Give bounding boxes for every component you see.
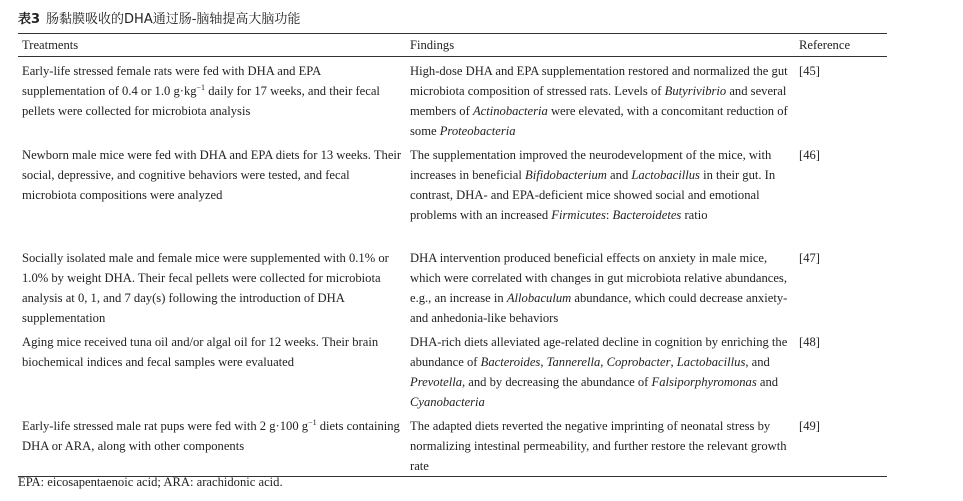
findings-table: [18, 33, 887, 477]
reference-cell: [47]: [799, 251, 820, 265]
table-title: 肠黏膜吸收的DHA通过肠-脑轴提高大脑功能: [46, 12, 301, 27]
text-segment: , and: [745, 355, 770, 369]
taxon-name: Firmicutes: [551, 208, 606, 222]
text-segment: The supplementation improved the neurodevelopment of the mice, with increases in beneficial: [410, 148, 772, 182]
text-segment: ,: [670, 355, 677, 369]
reference-cell: [45]: [799, 64, 820, 78]
text-segment: DHA intervention produced beneficial effects on anxiety in male mice, which were correlated with changes in gut microbiota relative abundances, e.g., an increase in: [410, 251, 787, 305]
table-row: [18, 244, 887, 328]
table-row: [18, 141, 887, 244]
treatment-cell: [18, 141, 406, 244]
taxon-name: Falsiporphyromonas: [651, 375, 757, 389]
taxon-name: Bifidobacterium: [525, 168, 607, 182]
text-segment: daily for 17 weeks, and their fecal pellets were collected for microbiota analysis: [22, 84, 380, 118]
table-number: 表3: [18, 12, 41, 27]
text-segment: The adapted diets reverted the negative imprinting of neonatal stress by normalizing intestinal permeability, and further restore the relevant growth rate: [410, 419, 787, 473]
taxon-name: Tannerella: [546, 355, 601, 369]
finding-cell: [406, 412, 795, 477]
table-row: [18, 328, 887, 412]
finding-cell: [406, 328, 795, 412]
header-row: [18, 34, 887, 57]
taxon-name: Bacteroides: [480, 355, 541, 369]
taxon-name: Bacteroidetes: [612, 208, 682, 222]
text-segment: ,: [540, 355, 547, 369]
text-segment: DHA-rich diets alleviated age-related decline in cognition by enriching the abundance of: [410, 335, 788, 369]
taxon-name: Cyanobacteria: [410, 395, 485, 409]
table-footnote: EPA: eicosapentaenoic acid; ARA: arachidonic acid.: [18, 475, 283, 489]
table-row: [18, 412, 887, 477]
treatment-cell: [18, 412, 406, 477]
taxon-name: Coprobacter: [606, 355, 671, 369]
unit-exponent: −1: [196, 82, 206, 92]
text-segment: abundance, which could decrease anxiety- and anhedonia-like behaviors: [410, 291, 788, 325]
reference-cell: [49]: [795, 412, 887, 477]
text-segment: in their gut. In contrast, DHA- and EPA-deficient mice showed social and emotional problems with an increased: [410, 168, 776, 222]
finding-cell: [406, 141, 795, 244]
text-segment: , and by decreasing the abundance of: [462, 375, 652, 389]
taxon-name: Butyrivibrio: [664, 84, 727, 98]
text-segment: ratio: [681, 208, 708, 222]
table-caption: [18, 10, 300, 29]
text-segment: High-dose DHA and EPA supplementation restored and normalized the gut microbiota composition of stressed rats. Levels of: [410, 64, 788, 98]
treatment-cell: [18, 244, 406, 328]
text-segment: Early-life stressed male rat pups were fed with 2 g·100 g: [22, 419, 309, 433]
finding-cell: [406, 244, 795, 328]
text-segment: Newborn male mice were fed with DHA and EPA diets for 13 weeks. Their social, depressive, and cognitive behaviors were tested, and fecal microbiota compositions were analyzed: [22, 148, 402, 202]
finding-cell: [406, 57, 795, 142]
text-segment: :: [605, 208, 613, 222]
reference-cell: [48]: [799, 335, 820, 349]
text-segment: and: [756, 375, 779, 389]
text-segment: diets containing DHA or ARA, along with other components: [22, 419, 400, 453]
header-findings: Findings: [406, 34, 795, 57]
text-segment: were elevated, with a concomitant reduction of some: [410, 104, 788, 138]
treatment-cell: [18, 57, 406, 142]
taxon-name: Actinobacteria: [472, 104, 548, 118]
taxon-name: Prevotella: [410, 375, 462, 389]
table-row: [18, 57, 887, 142]
taxon-name: Lactobacillus: [676, 355, 746, 369]
text-segment: Aging mice received tuna oil and/or algal oil for 12 weeks. Their brain biochemical indices and fecal samples were evaluated: [22, 335, 379, 369]
reference-cell: [46]: [799, 148, 820, 162]
text-segment: Socially isolated male and female mice were supplemented with 0.1% or 1.0% by weight DHA. Their fecal pellets were collected for microbiota analysis at 0, 1, and 7 day(s) following the introduction of DHA supplementation: [22, 251, 389, 325]
taxon-name: Allobaculum: [506, 291, 572, 305]
text-segment: and: [606, 168, 632, 182]
text-segment: ,: [600, 355, 607, 369]
text-segment: and several members of: [410, 84, 787, 118]
text-segment: Early-life stressed female rats were fed with DHA and EPA supplementation of 0.4 or 1.0 g·kg: [22, 64, 321, 98]
taxon-name: Lactobacillus: [631, 168, 700, 182]
treatment-cell: [18, 328, 406, 412]
header-reference: Reference: [795, 34, 887, 57]
unit-exponent: −1: [308, 417, 317, 427]
taxon-name: Proteobacteria: [439, 124, 516, 138]
header-treatments: Treatments: [18, 34, 406, 57]
